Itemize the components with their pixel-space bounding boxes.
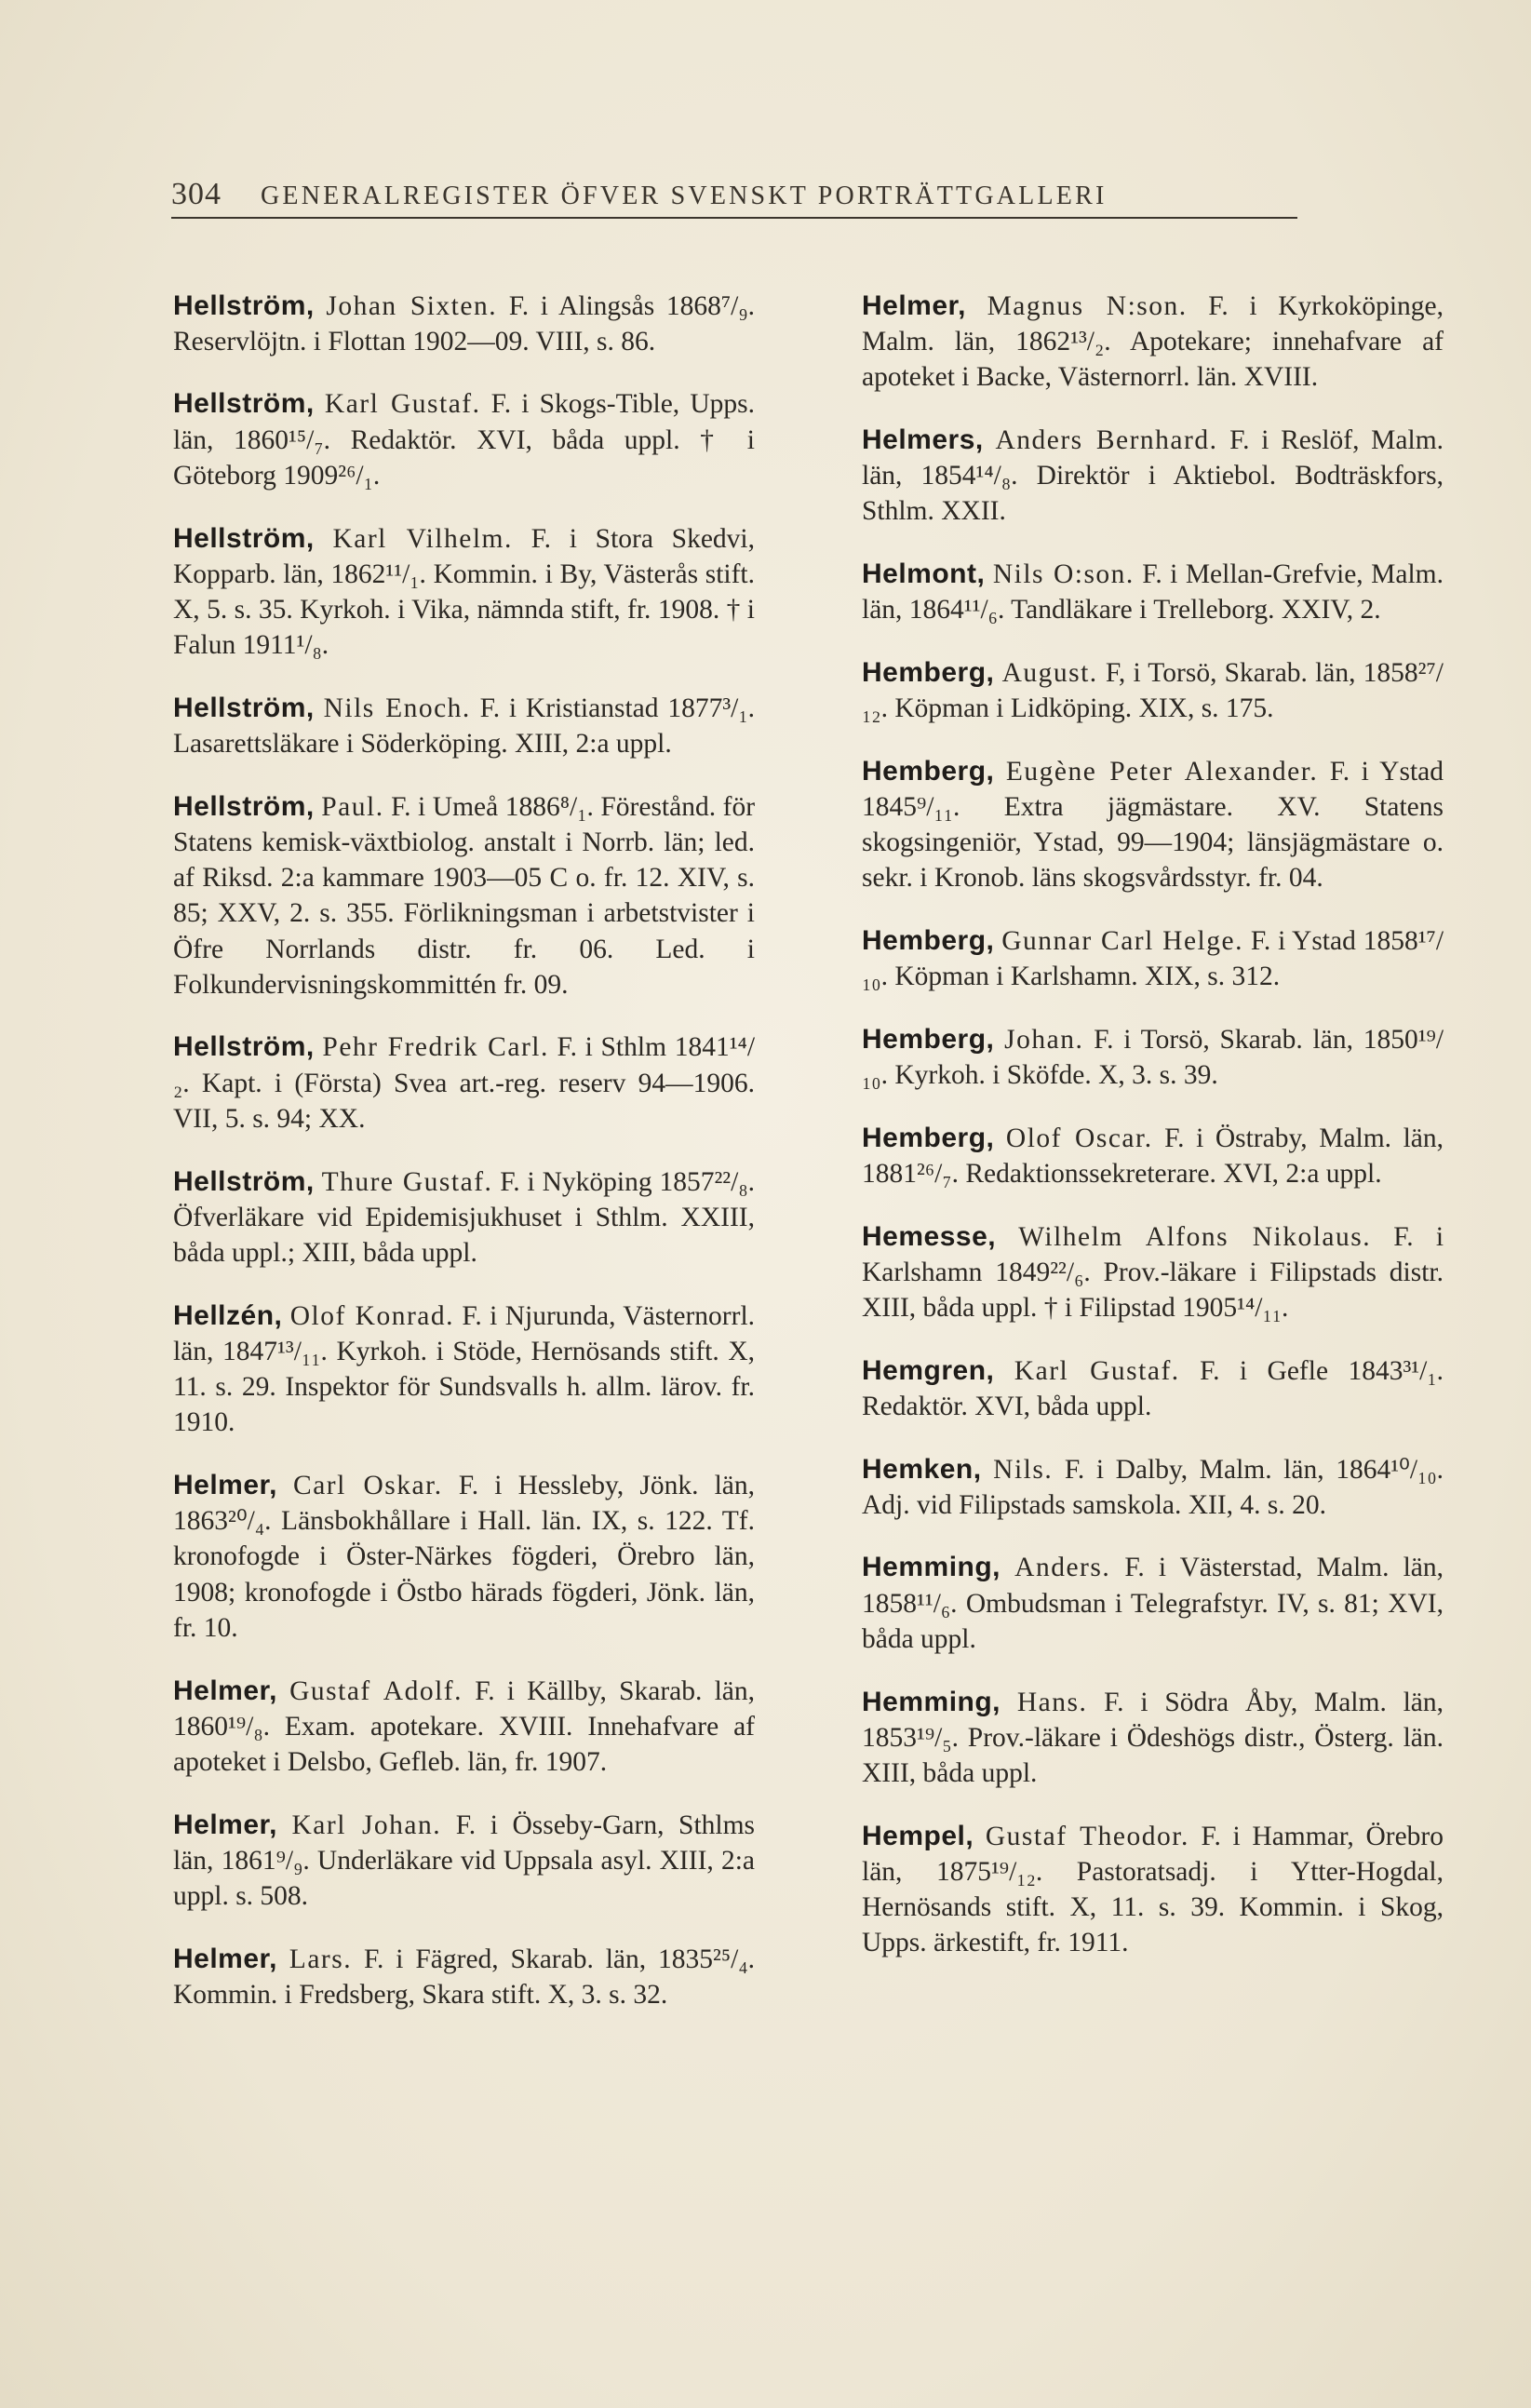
entry-given-names: Carl Oskar. [293,1470,443,1500]
entry-surname: Hemberg, [862,755,995,787]
entry-details: F. i Ystad 1858¹⁷/₁₀. Köpman i Karlshamn. XIX, s. 312. [862,925,1444,992]
page-number: 304 [171,177,222,211]
left-column [173,261,755,2025]
register-entry [173,1808,755,1915]
register-entry [173,521,755,664]
entry-given-names: Wilhelm Alfons Nikolaus. [1018,1221,1372,1252]
register-entry [862,1219,1444,1326]
register-entry [862,557,1444,627]
register-entry [862,655,1444,726]
entry-details: F. i Kyrkoköpinge, Malm. län, 1862¹³/₂. Apotekare; innehafvare af apoteket i Backe, Västernorrl. län. XVIII. [862,290,1444,392]
entry-surname: Helmer, [173,1469,277,1500]
entry-details: F. i Mellan-Grefvie, Malm. län, 1864¹¹/₆. Tandläkare i Trelleborg. XXIV, 2. [862,558,1444,625]
entry-details: F. i Västerstad, Malm. län, 1858¹¹/₆. Ombudsman i Telegrafstyr. IV, s. 81; XVI, båda uppl. [862,1553,1444,1654]
entry-details: F. i Fägred, Skarab. län, 1835²⁵/₄. Kommin. i Fredsberg, Skara stift. X, 3. s. 32. [173,1944,756,2010]
entry-given-names: Paul. [321,791,384,822]
entry-details: F. i Östraby, Malm. län, 1881²⁶/₇. Redaktionssekreterare. XVI, 2:a uppl. [862,1123,1444,1189]
entry-given-names: Karl Gustaf. [324,389,481,420]
entry-surname: Hellström, [173,692,315,723]
entry-details: F. i Njurunda, Västernorrl. län, 1847¹³/₁₁. Kyrkoh. i Stöde, Hernösands stift. X, 11. s. 29. Inspektor för Sundsvalls h. allm. lärov. fr. 1910. [173,1300,756,1438]
register-entry [173,386,755,493]
entry-surname: Hemberg, [862,924,995,956]
entry-given-names: Nils O:son. [992,558,1135,589]
entry-given-names: Hans. [1016,1687,1088,1717]
register-entry [173,289,755,359]
entry-surname: Hemming, [862,1552,1001,1583]
entry-details: F, i Torsö, Skarab. län, 1858²⁷/₁₂. Köpman i Lidköping. XIX, s. 175. [862,657,1444,723]
entry-details: F. i Södra Åby, Malm. län, 1853¹⁹/₅. Prov.-läkare i Ödeshögs distr., Österg. län. XIII, båda uppl. [862,1687,1444,1788]
right-column [862,261,1444,1973]
entry-details: F. i Alingsås 1868⁷/₉. Reservlöjtn. i Flottan 1902—09. VIII, s. 86. [173,290,756,356]
entry-given-names: Johan. [1004,1024,1084,1055]
entry-surname: Hellström, [173,522,315,554]
register-entry [862,1353,1444,1424]
entry-details: F. i Sthlm 1841¹⁴/₂. Kapt. i (Första) Svea art.-reg. reserv 94—1906. VII, 5. s. 94; XX. [173,1032,756,1134]
entry-details: F. i Gefle 1843³¹/₁. Redaktör. XVI, båda uppl. [862,1355,1444,1421]
entry-surname: Hellström, [173,289,315,321]
entry-details: F. i Ystad 1845⁹/₁₁. Extra jägmästare. XV. Statens skogsingeniör, Ystad, 99—1904; länsjägmästare o. sekr. i Kronob. läns skogsvårdsstyr. fr. 04. [862,756,1444,894]
entry-given-names: Lars. [289,1944,353,1974]
register-entry [862,289,1444,396]
entry-surname: Helmers, [862,424,984,455]
entry-given-names: Anders. [1014,1553,1111,1583]
register-entry [862,1550,1444,1657]
register-entry [862,423,1444,530]
entry-details: F. i Hammar, Örebro län, 1875¹⁹/₁₂. Pastoratsadj. i Ytter-Hogdal, Hernösands stift. X, 11. s. 39. Kommin. i Skog, Upps. ärkestift, fr. 1911. [862,1821,1444,1958]
register-entry [862,1452,1444,1523]
entry-given-names: Karl Vilhelm. [332,523,513,554]
entry-surname: Hemesse, [862,1220,997,1252]
register-entry [173,789,755,1002]
entry-details: F. i Reslöf, Malm. län, 1854¹⁴/₈. Direktör i Aktiebol. Bodträskfors, Sthlm. XXII. [862,424,1444,527]
entry-surname: Hemming, [862,1686,1001,1717]
register-entry [173,691,755,761]
entry-given-names: Magnus N:son. [987,290,1188,321]
entry-details: F. i Källby, Skarab. län, 1860¹⁹/₈. Exam. apotekare. XVIII. Innehafvare af apoteket i Delsbo, Gefleb. län, fr. 1907. [173,1675,755,1777]
entry-details: F. i Karlshamn 1849²²/₆. Prov.-läkare i Filipstads distr. XIII, båda uppl. † i Filipstad 1905¹⁴/₁₁. [862,1221,1444,1323]
register-entry [862,1819,1444,1961]
entry-surname: Hellström, [173,790,315,822]
entry-surname: Hemken, [862,1453,982,1485]
entry-surname: Hemgren, [862,1354,995,1386]
register-entry [173,1674,755,1781]
entry-given-names: Johan Sixten. [326,290,498,321]
entry-given-names: Gustaf Adolf. [289,1675,463,1706]
entry-given-names: August. [1001,657,1098,688]
entry-details: F. i Nyköping 1857²²/₈. Öfverläkare vid Epidemisjukhuset i Sthlm. XXIII, båda uppl.; XIII, båda uppl. [173,1166,755,1268]
register-entry [173,1029,755,1137]
entry-given-names: Gustaf Theodor. [985,1821,1189,1851]
entry-details: F. i Össeby-Garn, Sthlms län, 1861⁹/₉. Underläkare vid Uppsala asyl. XIII, 2:a uppl. s. 508. [173,1809,756,1912]
entry-surname: Hemberg, [862,1023,995,1055]
entry-given-names: Gunnar Carl Helge. [1001,925,1243,956]
entry-given-names: Thure Gustaf. [321,1166,493,1197]
entry-given-names: Olof Konrad. [289,1300,455,1331]
entry-given-names: Pehr Fredrik Carl. [322,1032,549,1063]
register-entry [173,1468,755,1646]
entry-details: F. i Hessleby, Jönk. län, 1863²⁰/₄. Länsbokhållare i Hall. län. IX, s. 122. Tf. kronofogde i Öster-Närkes fögderi, Örebro län, 1908; kronofogde i Östbo härads fögderi, Jönk. län, fr. 10. [173,1470,755,1643]
entry-details: F. i Kristianstad 1877³/₁. Lasarettsläkare i Söderköping. XIII, 2:a uppl. [173,693,756,760]
entry-given-names: Nils Enoch. [323,693,471,723]
entry-details: F. i Skogs-Tible, Upps. län, 1860¹⁵/₇. Redaktör. XVI, båda uppl. † i Göteborg 1909²⁶/₁. [173,389,756,491]
page-header [171,177,1297,212]
entry-surname: Hellström, [173,1165,315,1197]
entry-details: F. i Dalby, Malm. län, 1864¹⁰/₁₀. Adj. vid Filipstads samskola. XII, 4. s. 20. [862,1454,1444,1520]
register-entry [862,1121,1444,1191]
entry-surname: Helmer, [862,289,966,321]
entry-surname: Hellström, [173,1031,315,1063]
register-entry [862,1685,1444,1792]
register-entry [862,754,1444,896]
entry-given-names: Karl Gustaf. [1014,1355,1180,1386]
register-entry [173,1942,755,2012]
entry-surname: Helmer, [173,1943,277,1974]
entry-surname: Hellström, [173,388,315,420]
register-entry [173,1164,755,1271]
entry-details: F. i Umeå 1886⁸/₁. Förestånd. för Statens kemisk-växtbiolog. anstalt i Norrb. län; led. af Riksd. 2:a kammare 1903—05 C o. fr. 12. XIV, s. 85; XXV, 2. s. 355. Förlikningsman i arbetstvister i Öfre Norrlands distr. fr. 06. Led. i Folkundervisningskommittén fr. 09. [173,791,756,1000]
register-entry [862,1022,1444,1093]
register-entry [173,1298,755,1441]
entry-surname: Helmont, [862,558,986,589]
entry-given-names: Karl Johan. [291,1809,442,1840]
entry-surname: Hemberg, [862,656,995,688]
entry-details: F. i Torsö, Skarab. län, 1850¹⁹/₁₀. Kyrkoh. i Sköfde. X, 3. s. 39. [862,1024,1444,1090]
running-head: GENERALREGISTER ÖFVER SVENSKT PORTRÄTTGALLERI [261,182,1108,210]
entry-given-names: Anders Bernhard. [995,424,1218,455]
register-entry [862,923,1444,994]
entry-given-names: Olof Oscar. [1005,1123,1153,1153]
entry-surname: Hemberg, [862,1122,995,1153]
header-rule [171,217,1297,219]
entry-given-names: Nils. [993,1454,1054,1485]
entry-surname: Helmer, [173,1675,277,1706]
entry-surname: Hempel, [862,1820,974,1851]
entry-details: F. i Stora Skedvi, Kopparb. län, 1862¹¹/₁. Kommin. i By, Västerås stift. X, 5. s. 35. Kyrkoh. i Vika, nämnda stift, fr. 1908. † i Falun 1911¹/₈. [173,523,755,661]
entry-surname: Helmer, [173,1809,277,1840]
entry-surname: Hellzén, [173,1299,283,1331]
entry-given-names: Eugène Peter Alexander. [1005,756,1319,787]
